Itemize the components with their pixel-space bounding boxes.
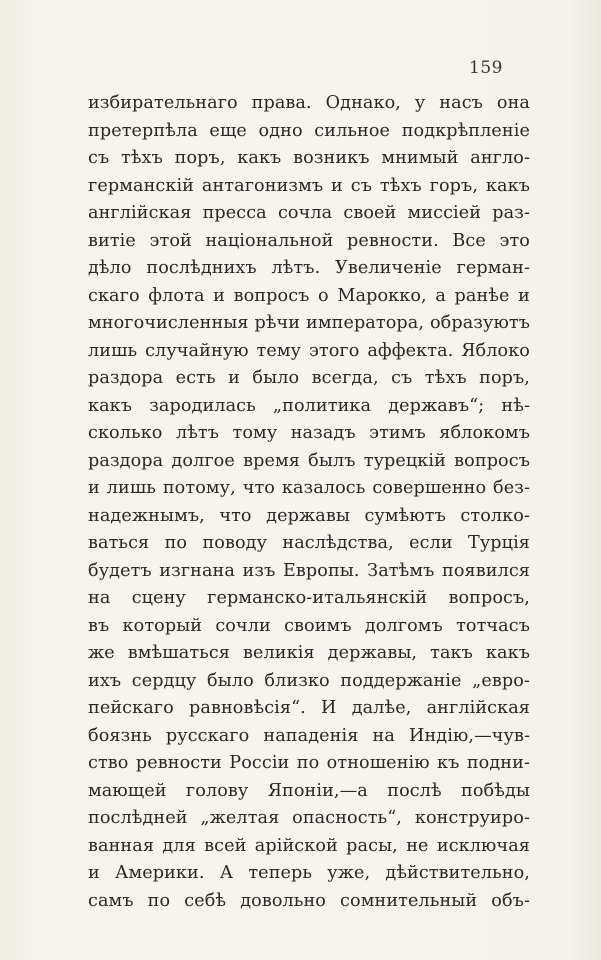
text-line: будетъ изгнана изъ Европы. Затѣмъ появился [88, 560, 530, 581]
text-line: надежнымъ, что державы сумѣютъ столко- [88, 505, 530, 526]
text-line: же вмѣшаться великія державы, такъ какъ [88, 643, 530, 663]
text-line: пейскаго равновѣсія“. И далѣе, англійская [88, 698, 530, 718]
text-line: и Америки. А теперь уже, дѣйствительно, [88, 863, 530, 883]
text-line: лишь случайную тему этого аффекта. Яблоко [88, 340, 530, 361]
text-line: и лишь потому, что казалось совершенно без- [88, 478, 530, 498]
text-line: ванная для всей арійской расы, не исключая [88, 835, 530, 856]
text-line: избирательнаго права. Однако, у насъ она [88, 93, 530, 113]
text-line: самъ по себѣ довольно сомнительный объ- [88, 890, 530, 911]
text-line: на сцену германско-итальянскій вопросъ, [88, 588, 530, 608]
text-line: ихъ сердцу было близко поддержаніе „евро- [88, 670, 530, 691]
text-line: какъ зародилась „политика державъ“; нѣ- [88, 395, 530, 416]
text-line: англійская пресса сочла своей миссіей раз- [88, 203, 530, 223]
text-line: сколько лѣтъ тому назадъ этимъ яблокомъ [88, 423, 530, 443]
text-line: ваться по поводу наслѣдства, если Турція [88, 533, 530, 553]
text-line: германскій антагонизмъ и съ тѣхъ горъ, какъ [88, 175, 530, 196]
text-line: послѣдней „желтая опасность“, конструиро- [88, 808, 530, 828]
text-line: многочисленныя рѣчи императора, образуютъ [88, 313, 530, 333]
text-line: боязнь русскаго нападенія на Индію,—чув- [88, 725, 530, 746]
text-line: ство ревности Россіи по отношенію къ подни- [88, 753, 530, 773]
text-line: въ который сочли своимъ долгомъ тотчасъ [88, 615, 530, 636]
text-line: скаго флота и вопросъ о Марокко, а ранѣе и [88, 285, 530, 306]
text-line: претерпѣла еще одно сильное подкрѣпленіе [88, 120, 530, 141]
body-text [88, 90, 530, 915]
page-number: 159 [469, 58, 503, 78]
text-line: раздора долгое время былъ турецкій вопросъ [88, 450, 530, 471]
text-line: раздора есть и было всегда, съ тѣхъ поръ, [88, 368, 530, 388]
text-line: витіе этой національной ревности. Все это [88, 230, 530, 251]
text-line: дѣло послѣднихъ лѣтъ. Увеличеніе герман- [88, 258, 530, 278]
text-line: съ тѣхъ поръ, какъ возникъ мнимый англо- [88, 148, 530, 168]
text-line: мающей голову Японіи,—а послѣ побѣды [88, 780, 530, 801]
